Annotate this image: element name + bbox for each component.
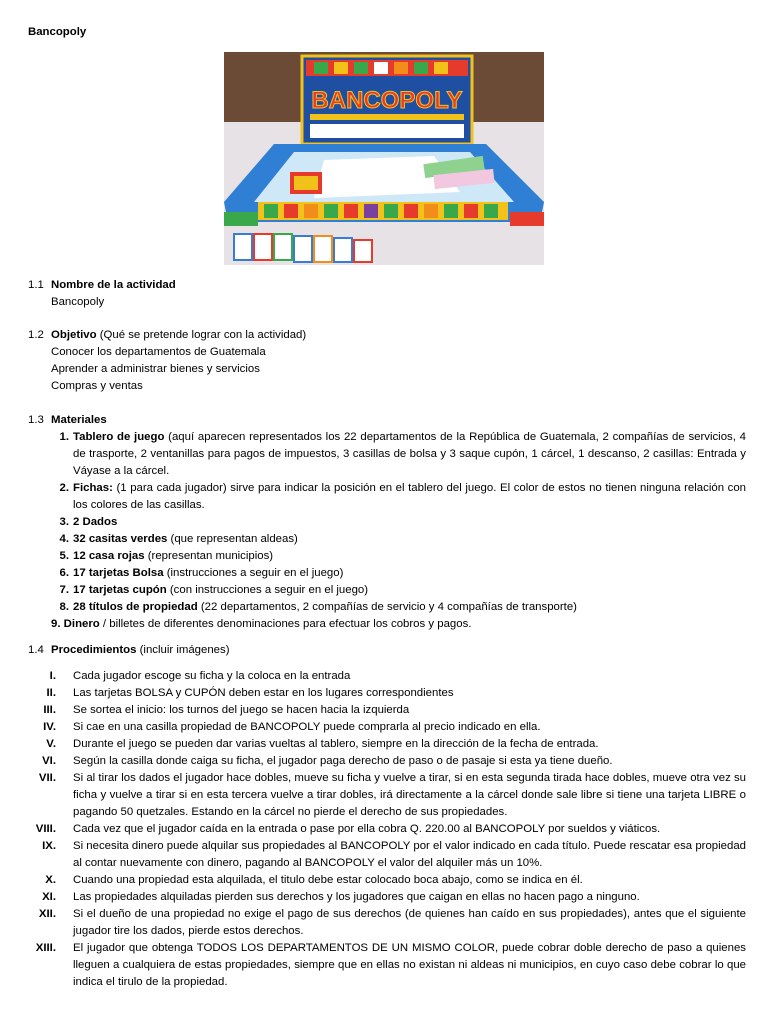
list-item — [28, 599, 746, 616]
box-brand-text: BANCOPOLY — [311, 87, 463, 114]
objective-line: Aprender a administrar bienes y servicios — [51, 363, 260, 375]
item-number: XII. — [38, 908, 56, 920]
item-number: IV. — [43, 721, 56, 733]
item-text: Durante el juego se pueden dar varias vueltas al tablero, siempre en la dirección de la fecha de entrada. — [73, 738, 599, 750]
item-bold: 2 Dados — [73, 516, 118, 528]
document-title: Bancopoly — [28, 26, 87, 38]
item-text: (con instrucciones a seguir en el juego) — [166, 584, 369, 596]
section-heading: Procedimientos — [51, 644, 137, 656]
item-text: Cada vez que el jugador caída en la entrada o pase por ella cobra Q. 220.00 al BANCOPOLY por sueldos y viáticos. — [73, 823, 661, 835]
item-text: El jugador que obtenga TODOS LOS DEPARTAMENTOS DE UN MISMO COLOR, puede cobrar doble derecho de paso a quienes lleguen a cualquiera de estas propiedades, siempre que en ellas no existan ni aldeas ni municipios, en cuyo caso debe cobrar lo que indica el tirulo de la propiedad. — [73, 942, 746, 988]
list-item — [28, 872, 746, 889]
section-number: 1.1 — [28, 279, 44, 291]
item-number: 3. — [59, 516, 69, 528]
item-text: Según la casilla donde caiga su ficha, el jugador paga derecho de paso o de pasaje si esta ya tiene dueño. — [73, 755, 613, 767]
item-text: Si al tirar los dados el jugador hace dobles, mueve su ficha y vuelve a tirar, si en esta segunda tirada hace dobles, mueve otra vez su ficha y vuelve a tirar si en esta tercera vuelve a tirar dobles, irá directamente a la cárcel donde sale libre si tiene una tarjeta LIBRE o pagando 50 quetzales. Estando en la cárcel no pierde el derecho de sus propiedades. — [73, 772, 746, 818]
list-item — [28, 702, 746, 719]
section-number: 1.2 — [28, 329, 44, 341]
item-text: (instrucciones a seguir en el juego) — [163, 567, 344, 579]
section-heading-note: (incluir imágenes) — [136, 644, 230, 656]
section-procedimientos — [28, 642, 746, 991]
objective-line: Conocer los departamentos de Guatemala — [51, 346, 266, 358]
item-text: Si necesita dinero puede alquilar sus propiedades al BANCOPOLY por el valor indicado en cada título. Puede rescatar esa propiedad al contar nuevamente con dinero, pagando al BANCOPOLY el valor del alquiler más un 10%. — [73, 840, 746, 869]
materials-list — [28, 429, 746, 616]
list-item — [28, 480, 746, 514]
list-item — [28, 582, 746, 599]
section-heading: Nombre de la actividad — [51, 279, 176, 291]
item-bold: 12 casa rojas — [73, 550, 145, 562]
item-number: 6. — [59, 567, 69, 579]
procedures-list — [28, 668, 746, 991]
item-bold: 32 casitas verdes — [73, 533, 168, 545]
item-text: Las propiedades alquiladas pierden sus derechos y los jugadores que caigan en ellas no hacen pago a ninguno. — [73, 891, 640, 903]
item-number: IX. — [42, 840, 56, 852]
section-nombre — [28, 277, 746, 311]
list-item — [28, 565, 746, 582]
section-heading: Materiales — [51, 414, 107, 426]
list-item — [28, 429, 746, 480]
item-number: VIII. — [35, 823, 56, 835]
list-item — [28, 514, 746, 531]
item-bold: Dinero — [63, 618, 100, 630]
objective-line: Compras y ventas — [51, 380, 143, 392]
item-number: XI. — [42, 891, 56, 903]
section-materiales — [28, 412, 746, 633]
item-number: 8. — [59, 601, 69, 613]
item-number: 4. — [59, 533, 69, 545]
item-number: X. — [45, 874, 56, 886]
item-text: Si cae en una casilla propiedad de BANCOPOLY puede comprarla al precio indicado en ella. — [73, 721, 541, 733]
list-item — [28, 770, 746, 821]
item-number: III. — [43, 704, 56, 716]
section-heading: Objetivo — [51, 329, 97, 341]
list-item — [28, 889, 746, 906]
item-bold: 28 títulos de propiedad — [73, 601, 198, 613]
item-text: Cada jugador escoge su ficha y la coloca en la entrada — [73, 670, 351, 682]
list-item — [28, 531, 746, 548]
item-number: VII. — [38, 772, 56, 784]
item-text: Cuando una propiedad esta alquilada, el titulo debe estar colocado boca abajo, como se indica en él. — [73, 874, 583, 886]
item-text: (1 para cada jugador) sirve para indicar la posición en el tablero del juego. El color de estos no tienen ninguna relación con los colores de las casillas. — [73, 482, 746, 511]
section-number: 1.4 — [28, 644, 44, 656]
list-item — [28, 685, 746, 702]
item-text: Si el dueño de una propiedad no exige el pago de sus derechos (de quienes han caído en sus propiedades), antes que el siguiente jugador tire los dados, pierde estos derechos. — [73, 908, 746, 937]
item-number: II. — [46, 687, 56, 699]
item-text: (22 departamentos, 2 compañías de servicio y 4 compañías de transporte) — [197, 601, 577, 613]
board-game-illustration — [224, 52, 544, 265]
item-bold: 17 tarjetas Bolsa — [73, 567, 164, 579]
item-number: VI. — [42, 755, 56, 767]
section-objetivo — [28, 327, 746, 395]
bancopoly-board-photo — [224, 52, 544, 265]
item-text: (que representan aldeas) — [167, 533, 298, 545]
item-text: Las tarjetas BOLSA y CUPÓN deben estar en los lugares correspondientes — [73, 687, 454, 699]
item-text: (aquí aparecen representados los 22 departamentos de la República de Guatemala, 2 compañías de servicios, 4 de trasporte, 2 ventanillas para pagos de impuestos, 3 casillas de bolsa y 3 saque cupón, 1 cárcel, 1 descanso, 2 casillas: Entrada y Váyase a la cárcel. — [73, 431, 746, 477]
list-item — [28, 616, 746, 633]
item-number: 7. — [59, 584, 69, 596]
section-number: 1.3 — [28, 414, 44, 426]
item-number: 1. — [59, 431, 69, 443]
list-item — [28, 719, 746, 736]
item-text: (representan municipios) — [144, 550, 274, 562]
item-number: XIII. — [35, 942, 56, 954]
list-item — [28, 906, 746, 940]
item-bold: 17 tarjetas cupón — [73, 584, 167, 596]
item-bold: Fichas: — [73, 482, 113, 494]
item-text: Se sortea el inicio: los turnos del juego se hacen hacia la izquierda — [73, 704, 410, 716]
list-item — [28, 668, 746, 685]
list-item — [28, 821, 746, 838]
list-item — [28, 753, 746, 770]
item-number: I. — [49, 670, 56, 682]
item-number: 9. — [51, 618, 61, 630]
list-item — [28, 940, 746, 991]
item-number: V. — [46, 738, 56, 750]
item-number: 2. — [59, 482, 69, 494]
item-number: 5. — [59, 550, 69, 562]
list-item — [28, 548, 746, 565]
activity-name: Bancopoly — [51, 296, 105, 308]
list-item — [28, 838, 746, 872]
item-text: / billetes de diferentes denominaciones para efectuar los cobros y pagos. — [99, 618, 472, 630]
list-item — [28, 736, 746, 753]
section-heading-note: (Qué se pretende lograr con la actividad) — [96, 329, 307, 341]
item-bold: Tablero de juego — [73, 431, 165, 443]
